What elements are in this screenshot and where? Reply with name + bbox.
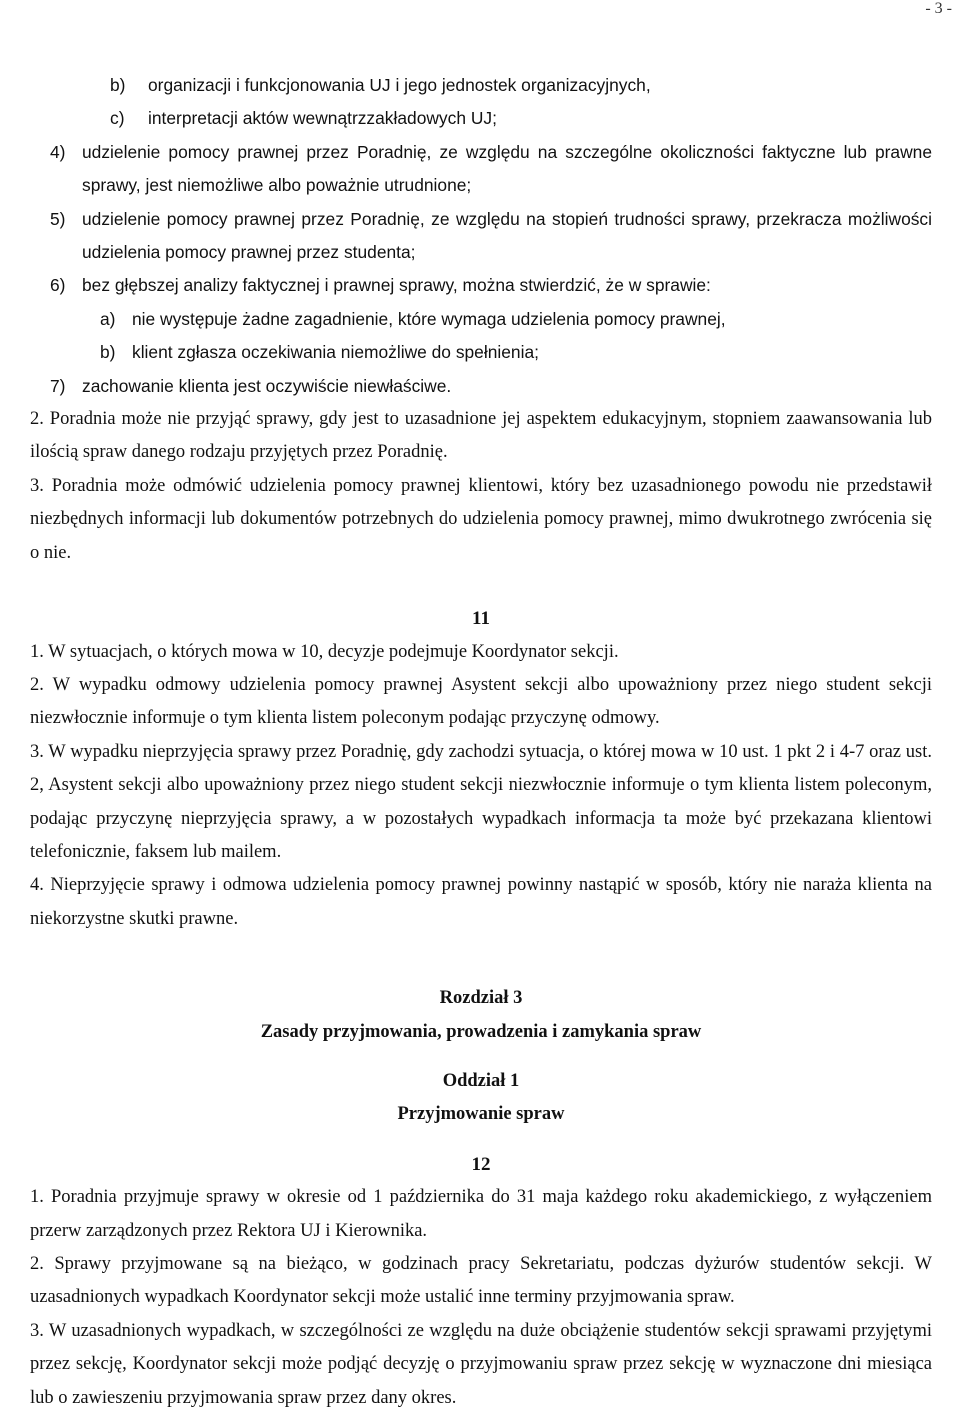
paragraph: 3. W uzasadnionych wypadkach, w szczególności ze względu na duże obciążenie studentów sekcji sprawami przyjętymi przez sekcję, Koordynator sekcji może podjąć decyzję o przyjmowaniu spraw przez sekcję w wyznaczone dni miesiąca lub o zawieszeniu przyjmowania spraw przez dany okres.: [30, 1320, 932, 1408]
sub-list-item: [30, 336, 932, 369]
sub-list-item: [30, 303, 932, 336]
list-item-text: interpretacji aktów wewnątrzzakładowych UJ;: [148, 108, 497, 129]
section-heading-11: [30, 602, 932, 635]
chapter-title: Rozdział 3: [439, 988, 523, 1009]
division-subtitle: Przyjmowanie spraw: [397, 1104, 565, 1125]
list-item-label: c): [110, 108, 125, 129]
paragraph: 4. Nieprzyjęcie sprawy i odmowa udzielenia pomocy prawnej powinny nastąpić w sposób, który nie naraża klienta na niekorzystne skutki prawne.: [30, 875, 932, 929]
document-body: [30, 69, 932, 1415]
list-item: [30, 203, 932, 270]
list-item: [30, 136, 932, 203]
sub-list-item-label: a): [100, 308, 116, 329]
division-title: Oddział 1: [442, 1070, 520, 1091]
list-item-text: udzielenie pomocy prawnej przez Poradnię, ze względu na szczególne okoliczności faktyczne lub prawne sprawy, jest niemożliwe albo poważnie utrudnione;: [82, 141, 932, 196]
list-item: [30, 69, 932, 102]
list-item-label: 4): [50, 141, 66, 162]
page-number: - 3 -: [925, 0, 952, 17]
section-number: 11: [472, 608, 490, 630]
list-item-label: 7): [50, 375, 66, 396]
list-item: [30, 102, 932, 135]
list-item-label: 6): [50, 275, 66, 296]
paragraph: 2. Sprawy przyjmowane są na bieżąco, w godzinach pracy Sekretariatu, podczas dyżurów studentów sekcji. W uzasadnionych wypadkach Koordynator sekcji może ustalić inne terminy przyjmowania spraw.: [30, 1254, 932, 1308]
paragraph: 2. W wypadku odmowy udzielenia pomocy prawnej Asystent sekcji albo upoważniony przez niego student sekcji niezwłocznie informuje o tym klienta listem poleconym podając przyczynę odmowy.: [30, 674, 932, 729]
list-item-text: organizacji i funkcjonowania UJ i jego jednostek organizacyjnych,: [148, 75, 651, 95]
list-item-label: 5): [50, 208, 66, 229]
list-item: [30, 370, 932, 403]
chapter-subtitle: Zasady przyjmowania, prowadzenia i zamykania spraw: [260, 1021, 702, 1042]
sub-list-item-text: klient zgłasza oczekiwania niemożliwe do spełnienia;: [132, 342, 539, 363]
section-number: 12: [471, 1153, 491, 1175]
list-item-text: bez głębszej analizy faktycznej i prawnej sprawy, można stwierdzić, że w sprawie:: [82, 275, 711, 296]
paragraph: 1. W sytuacjach, o których mowa w 10, decyzje podejmuje Koordynator sekcji.: [30, 641, 619, 662]
list-item: [30, 269, 932, 302]
section-heading-12: [30, 1148, 932, 1181]
list-item-text: udzielenie pomocy prawnej przez Poradnię, ze względu na stopień trudności sprawy, przekracza możliwości udzielenia pomocy prawnej przez studenta;: [82, 208, 932, 263]
paragraph: 3. W wypadku nieprzyjęcia sprawy przez Poradnię, gdy zachodzi sytuacja, o której mowa w 10 ust. 1 pkt 2 i 4-7 oraz ust. 2, Asystent sekcji albo upoważniony przez niego student sekcji niezwłocznie informuje o tym klienta listem poleconym, podając przyczynę nieprzyjęcia sprawy, a w pozostałych wypadkach informacja ta może być przekazana klientowi telefonicznie, faksem lub mailem.: [30, 741, 932, 862]
list-item-label: b): [110, 75, 126, 95]
paragraph: 2. Poradnia może nie przyjąć sprawy, gdy jest to uzasadnione jej aspektem edukacyjnym, stopniem zaawansowania lub ilością spraw danego rodzaju przyjętych przez Poradnię.: [30, 409, 932, 463]
list-item-text: zachowanie klienta jest oczywiście niewłaściwe.: [82, 375, 452, 396]
paragraph: 3. Poradnia może odmówić udzielenia pomocy prawnej klientowi, który bez uzasadnionego powodu nie przedstawił niezbędnych informacji lub dokumentów potrzebnych do udzielenia pomocy prawnej, mimo dwukrotnego zwrócenia się o nie.: [30, 475, 932, 563]
sub-list-item-label: b): [100, 342, 116, 363]
sub-list-item-text: nie występuje żadne zagadnienie, które wymaga udzielenia pomocy prawnej,: [132, 308, 726, 329]
paragraph: 1. Poradnia przyjmuje sprawy w okresie od 1 października do 31 maja każdego roku akademickiego, z wyłączeniem przerw zarządzonych przez Rektora UJ i Kierownika.: [30, 1187, 932, 1241]
